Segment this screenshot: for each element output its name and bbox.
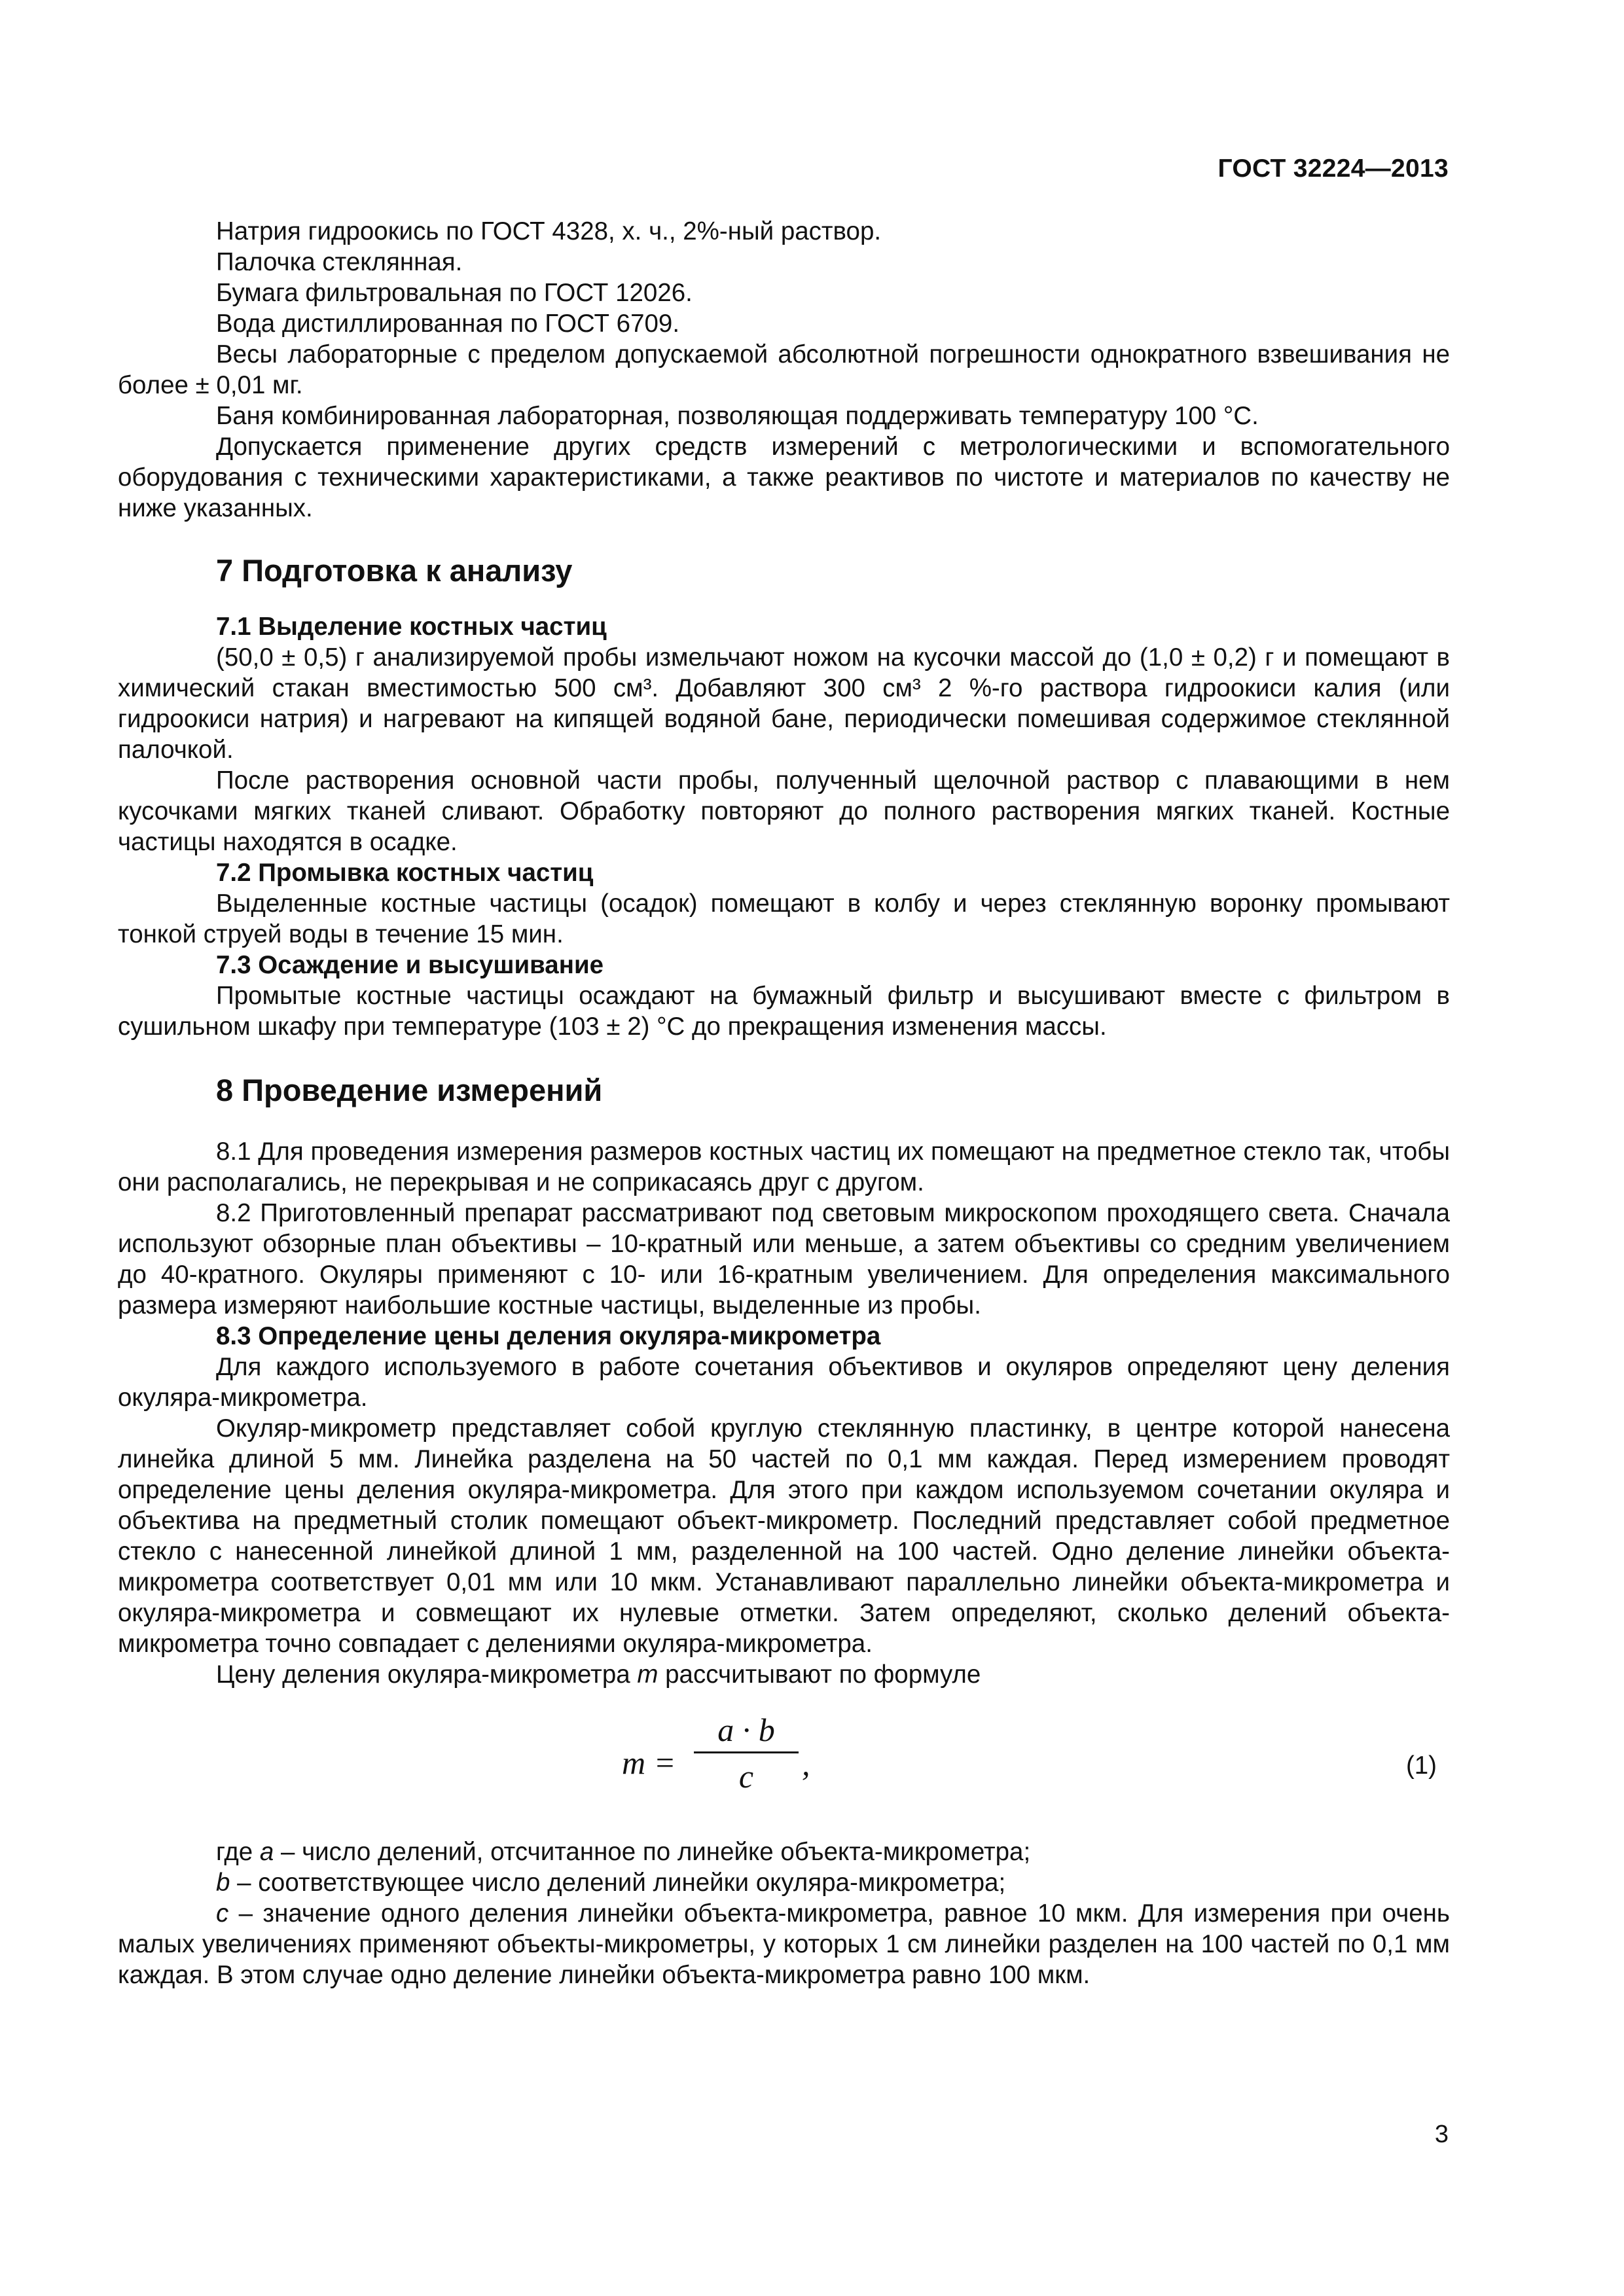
paragraph: Выделенные костные частицы (осадок) помещают в колбу и через стеклянную воронку промывают тонкой струей воды в течение 15 мин. <box>118 889 1450 948</box>
page-content <box>118 216 1450 1990</box>
formula-lhs: m = <box>622 1744 676 1781</box>
where-item: c – значение одного деления линейки объекта-микрометра, равное 10 мкм. Для измерения при очень малых увеличениях применяют объекты-микрометры, у которых 1 см линейки разделен на 100 частей по 0,1 мм каждая. В этом случае одно деление линейки объекта-микрометра равно 100 мкм. <box>118 1899 1450 1989</box>
paragraph: После растворения основной части пробы, полученный щелочной раствор с плавающими в нем кусочками мягких тканей сливают. Обработку повторяют до полного растворения мягких тканей. Костные частицы находятся в осадке. <box>118 766 1450 856</box>
where-item: где a – число делений, отсчитанное по линейке объекта-микрометра; <box>216 1838 1031 1866</box>
paragraph: 8.1 Для проведения измерения размеров костных частиц их помещают на предметное стекло так, чтобы они располагались, не перекрывая и не соприкасаясь друг с другом. <box>118 1138 1450 1196</box>
paragraph: Баня комбинированная лабораторная, позволяющая поддерживать температуру 100 °С. <box>216 402 1259 430</box>
page-number: 3 <box>1434 2121 1449 2148</box>
formula-fraction <box>681 1710 812 1797</box>
subsection-heading-8-3: 8.3 Определение цены деления окуляра-микрометра <box>216 1322 881 1350</box>
formula-block <box>118 1710 1450 1814</box>
formula-variable: a <box>259 1838 274 1866</box>
subsection-heading-7-2: 7.2 Промывка костных частиц <box>216 859 594 887</box>
subsection-heading-7-1: 7.1 Выделение костных частиц <box>216 613 607 641</box>
paragraph: Натрия гидроокись по ГОСТ 4328, х. ч., 2%-ный раствор. <box>216 217 882 245</box>
paragraph: Промытые костные частицы осаждают на бумажный фильтр и высушивают вместе с фильтром в сушильном шкафу при температуре (103 ± 2) °С до прекращения изменения массы. <box>118 982 1450 1041</box>
formula-intro: Цену деления окуляра-микрометра m рассчитывают по формуле <box>216 1660 981 1689</box>
paragraph: 8.2 Приготовленный препарат рассматривают под световым микроскопом проходящего света. Сначала используют обзорные план объективы – 10-кратный или меньше, а затем объективы со средним увеличением до 40-кратного. Окуляры применяют с 10- или 16-кратным увеличением. Для определения максимального размера измеряют наибольшие костные частицы, выделенные из пробы. <box>118 1199 1450 1319</box>
formula-variable: b <box>216 1869 230 1897</box>
section-heading-7: 7 Подготовка к анализу <box>216 553 573 588</box>
formula-variable: m <box>637 1660 659 1689</box>
subsection-heading-7-3: 7.3 Осаждение и высушивание <box>216 951 604 979</box>
fraction-bar <box>694 1751 799 1753</box>
section-heading-8: 8 Проведение измерений <box>216 1073 603 1107</box>
paragraph: Для каждого используемого в работе сочетания объективов и окуляров определяют цену деления окуляра-микрометра. <box>118 1353 1450 1412</box>
where-item: b – соответствующее число делений линейки окуляра-микрометра; <box>216 1869 1006 1897</box>
formula-denominator: c <box>738 1758 754 1795</box>
formula-trail: , <box>802 1746 810 1782</box>
paragraph: Допускается применение других средств измерений с метрологическими и вспомогательного оборудования с техническими характеристиками, а также реактивов по чистоте и материалов по качеству не ниже указанных. <box>118 433 1450 522</box>
paragraph: Бумага фильтровальная по ГОСТ 12026. <box>216 279 693 307</box>
paragraph: Весы лабораторные с пределом допускаемой абсолютной погрешности однократного взвешивания не более ± 0,01 мг. <box>118 340 1450 399</box>
paragraph: Палочка стеклянная. <box>216 248 463 276</box>
formula-numerator: a · b <box>717 1712 775 1748</box>
paragraph: Окуляр-микрометр представляет собой круглую стеклянную пластинку, в центре которой нанесена линейка длиной 5 мм. Линейка разделена на 50 частей по 0,1 мм каждая. Перед измерением проводят определение цены деления окуляра-микрометра. Для этого при каждом используемом сочетании окуляра и объектива на предметный столик помещают объект-микрометр. Последний представляет собой предметное стекло с нанесенной линейкой длиной 1 мм, разделенной на 100 частей. Одно деление линейки объекта-микрометра соответствует 0,01 мм или 10 мкм. Устанавливают параллельно линейки объекта-микрометра и окуляра-микрометра и совмещают их нулевые отметки. Затем определяют, сколько делений объекта-микрометра точно совпадает с делениями окуляра-микрометра. <box>118 1414 1450 1658</box>
document-id-header: ГОСТ 32224—2013 <box>1218 154 1449 183</box>
formula-variable: c <box>216 1899 229 1928</box>
paragraph: Вода дистиллированная по ГОСТ 6709. <box>216 310 680 338</box>
equation-number: (1) <box>1405 1751 1437 1780</box>
paragraph: (50,0 ± 0,5) г анализируемой пробы измельчают ножом на кусочки массой до (1,0 ± 0,2) г и помещают в химический стакан вместимостью 500 см³. Добавляют 300 см³ 2 %-го раствора гидроокиси калия (или гидроокиси натрия) и нагревают на кипящей водяной бане, периодически помешивая содержимое стеклянной палочкой. <box>118 643 1450 764</box>
